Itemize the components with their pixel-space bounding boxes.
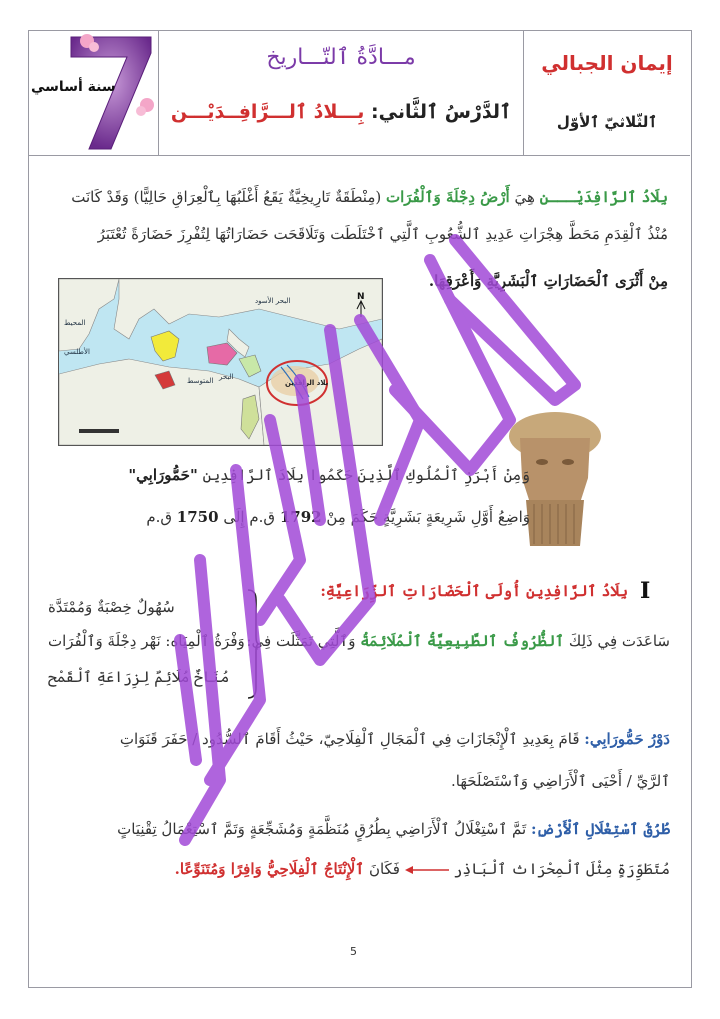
- helped-highlight: ٱلظُّرُوفُ ٱلطَّبِيعِيَّةُ ٱلْمُلَائِمَةُ: [360, 632, 565, 650]
- term-label: ٱلثّلاثيّ ٱلأوّل: [556, 113, 658, 131]
- helped-line: [246, 632, 670, 650]
- subject-title: مـــادَّةُ ٱلتّـــاريخ: [266, 45, 416, 70]
- role-line-2: ٱلرَّيِّ / أَحْيَى ٱلْأَرَاضِي وَٱسْتَصْلَحَهَا.: [450, 772, 670, 790]
- intro-line-2: مُنْذُ ٱلْقِدَمِ مَحَطَّ هِجْرَاتِ عَدِيدِ ٱلشُّعُوبِ ٱلَّتِي ٱخْتَلَطَت وَتَلَاقَحَت حَضَارَاتُهَا لِتُفْرِزَ حَضَارَةً تُعْتَبَرُ: [97, 225, 668, 243]
- qm-1: ق.م: [249, 508, 276, 526]
- methods-line-2-prefix: مُتَطَوِّرَةٍ مِثْلَ ٱلْمِحْرَاث ٱلْبَاذِر: [453, 860, 670, 878]
- map-label-ocean: المحيط: [64, 319, 86, 327]
- factor-item-2: وَفْرَةُ ٱلْمِيَاه: نَهْر دِجْلَةَ وَٱلْفُرَات: [48, 632, 245, 650]
- lesson-heading: [159, 101, 523, 123]
- year-to: 1750: [176, 508, 219, 526]
- role-line-1-text: قَامَ بِعَدِيدِ ٱلْإِنْجَازَاتِ فِي ٱلْمَجَالِ ٱلْفِلَاحِيّ، حَيْثُ أَقَامَ ٱلسُّدُود / حَفَرَ قَنَوَاتِ: [119, 730, 580, 748]
- mesopotamia-map: [58, 278, 383, 446]
- map-north-symbol: N: [357, 292, 365, 302]
- intro-line-1-rest: (مِنْطَقَةٌ تَارِيخِيَّةٌ يَقَعُ أَغْلَبُهَا بِٱلْعِرَاقِ حَالِيًّا) وَقَدْ كَانَت: [71, 188, 382, 206]
- term-mesopotamia: بِلَادُ ٱلرَّافِدَيْـــن: [539, 188, 668, 206]
- role-label: دَوْرُ حَمُّورَابِي:: [584, 730, 670, 748]
- methods-label: طُرُقُ ٱسْتِغْلَالِ ٱلْأَرْضِ:: [530, 820, 670, 838]
- hammurabi-line-1: [128, 466, 530, 484]
- section-title-text: بِلَادُ ٱلرَّافِدِينِ أُولَى ٱلْحَضَارَاتِ ٱلزِّرَاعِيَّةِ:: [320, 582, 628, 600]
- hammurabi-line-2: [146, 508, 530, 526]
- lesson-title: بِـــلادُ ٱلـــرَّافِــدَيْـــن: [170, 101, 365, 123]
- term-land: أَرْضُ دِجْلَةَ وَٱلْفُرَات: [386, 188, 510, 206]
- methods-line-2: [175, 860, 670, 878]
- map-label-atlantic: الأطلسي: [64, 348, 90, 356]
- section-number: I: [640, 578, 651, 604]
- methods-line-1-text: تَمَّ ٱسْتِغْلَالُ ٱلْأَرَاضِي بِطُرُقٍ مُنَظَّمَةٍ وَمُشَجِّعَةٍ وَتَمَّ ٱسْتِعْمَالُ تِقْنِيَاتٍ: [117, 820, 527, 838]
- map-label-black-sea: البحر الأسود: [255, 297, 291, 305]
- methods-line-1: [117, 820, 670, 838]
- page-number: 5: [350, 945, 357, 958]
- map-label-mesopotamia: بلاد الرافدين: [285, 379, 329, 387]
- arrow-icon: [405, 865, 449, 875]
- methods-result: ٱلْإِنْتَاجُ ٱلْفِلَاحِيُّ وَافِرًا وَمُتَنَوِّعًا.: [174, 860, 365, 878]
- helped-prefix: سَاعَدَت فِي ذَلِكَ: [568, 632, 670, 650]
- role-line-1: [120, 730, 670, 748]
- header-table: [29, 31, 690, 156]
- grade-cell: [29, 31, 159, 155]
- year-from: 1792: [279, 508, 322, 526]
- intro-line-3: مِنْ أَثْرَى ٱلْحَضَارَاتِ ٱلْبَشَرِيَّةِ وَأَعْرَقِهَا.: [428, 272, 668, 290]
- lesson-prefix: ٱلدَّرْسُ ٱلثَّاني:: [371, 101, 512, 123]
- hammurabi-name: "حَمُّورَابِي": [128, 466, 198, 484]
- to-word: إِلَى: [223, 508, 245, 526]
- hammurabi-line-1-text: وَمِنْ أَبْرَزِ ٱلْمُلُوكِ ٱلَّذِينَ حَكَمُوا بِلَادَ ٱلرَّافِدِين: [202, 466, 530, 484]
- helped-suffix: وَٱلَّتِي تَمَثَّلَت فِي:: [246, 632, 356, 650]
- section-title: [320, 582, 628, 600]
- teacher-name: إيمان الجبالي: [541, 51, 673, 75]
- intro-line-1: [71, 188, 668, 206]
- map-label-mediterranean: المتوسط: [187, 377, 214, 385]
- teacher-cell: [524, 31, 690, 155]
- map-graphic: [59, 279, 382, 445]
- grade-label: سنة أساسي: [31, 79, 116, 95]
- factor-item-3: مُنَاخٌ مُلَائِمٌ لِزِرَاعَةِ ٱلْقَمْح: [48, 668, 230, 686]
- subject-cell: [159, 31, 524, 155]
- factor-item-1: سُهُولٌ خِصْبَةٌ وَمُمْتَدَّة: [48, 598, 175, 616]
- map-label-sea: البحر: [219, 373, 234, 381]
- qm-2: ق.م: [146, 508, 173, 526]
- hammurabi-line-2-text: وَاضِعُ أَوَّلِ شَرِيعَةٍ بَشَرِيَّةٍ حَكَمَ مِنْ: [326, 508, 530, 526]
- intro-is: هِيَ: [514, 188, 535, 206]
- methods-line-2-mid: فَكَانَ: [368, 860, 400, 878]
